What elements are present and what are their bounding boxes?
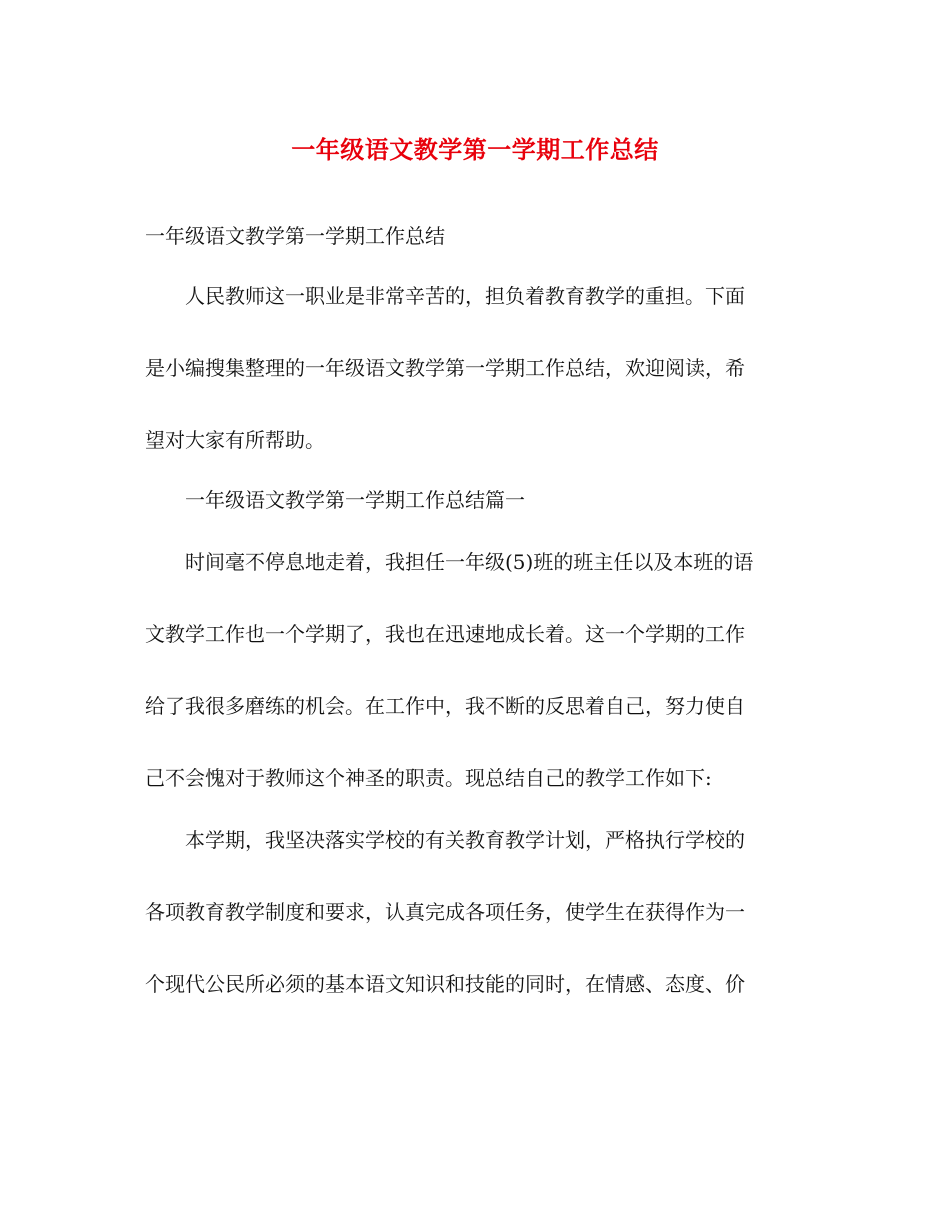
paragraph-2-line-4: 己不会愧对于教师这个神圣的职责。现总结自己的教学工作如下:	[145, 766, 712, 790]
document-subtitle: 一年级语文教学第一学期工作总结	[145, 224, 445, 248]
paragraph-1-line-2: 是小编搜集整理的一年级语文教学第一学期工作总结，欢迎阅读，希	[145, 356, 745, 380]
paragraph-2-line-2: 文教学工作也一个学期了，我也在迅速地成长着。这一个学期的工作	[145, 622, 745, 646]
document-title: 一年级语文教学第一学期工作总结	[291, 135, 659, 164]
section-heading: 一年级语文教学第一学期工作总结篇一	[185, 488, 525, 512]
paragraph-2-line-3: 给了我很多磨练的机会。在工作中，我不断的反思着自己，努力使自	[145, 694, 745, 718]
paragraph-1-line-1: 人民教师这一职业是非常辛苦的，担负着教育教学的重担。下面	[185, 284, 745, 308]
paragraph-3-line-1: 本学期，我坚决落实学校的有关教育教学计划，严格执行学校的	[185, 828, 745, 852]
paragraph-3-line-2: 各项教育教学制度和要求，认真完成各项任务，使学生在获得作为一	[145, 900, 745, 924]
paragraph-1-line-3: 望对大家有所帮助。	[145, 428, 325, 452]
paragraph-3-line-3: 个现代公民所必须的基本语文知识和技能的同时，在情感、态度、价	[145, 972, 745, 996]
paragraph-2-line-1: 时间毫不停息地走着，我担任一年级(5)班的班主任以及本班的语	[185, 550, 754, 574]
